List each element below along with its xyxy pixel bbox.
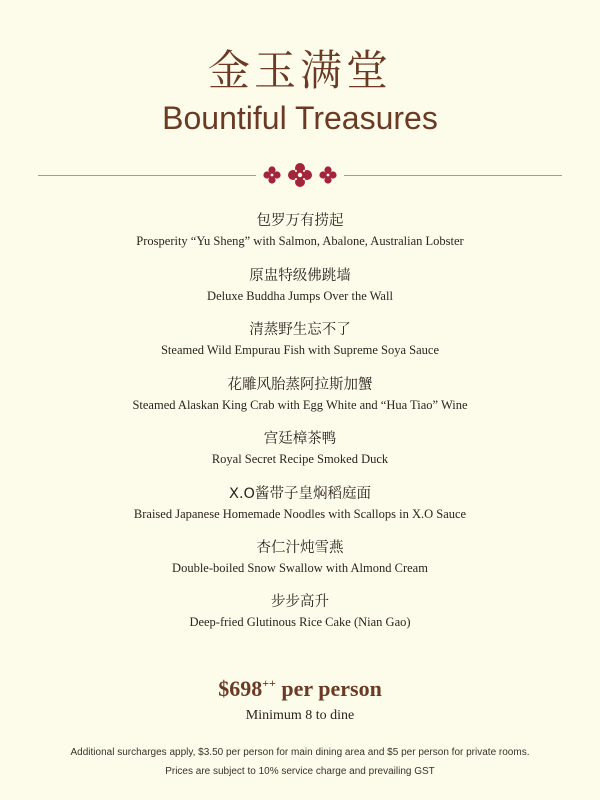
menu-item [0,593,600,630]
dish-name-chinese: 包罗万有捞起 [256,213,344,229]
dish-name-english: Prosperity “Yu Sheng” with Salmon, Abalone, Australian Lobster [136,234,464,248]
menu-item [0,539,600,576]
dish-name-english: Double-boiled Snow Swallow with Almond Cream [172,561,428,575]
title-english: Bountiful Treasures [162,100,438,136]
surcharge-note: Additional surcharges apply, $3.50 per person for main dining area and $5 per person for private rooms. [70,747,530,758]
divider-line-right [344,175,562,176]
menu-item [0,212,600,249]
menu-item [0,267,600,304]
floral-ornament-icon [262,162,338,188]
divider [38,162,562,188]
divider-line-left [38,175,256,176]
price-amount: $698 [218,676,263,701]
menu-item [0,376,600,413]
dish-name-chinese: X.O酱带子皇焖稻庭面 [229,486,371,502]
dish-name-english: Deep-fried Glutinous Rice Cake (Nian Gao) [189,615,411,629]
dish-name-chinese: 清蒸野生忘不了 [249,322,351,338]
dish-name-english: Braised Japanese Homemade Noodles with Scallops in X.O Sauce [133,507,467,521]
dish-name-chinese: 原盅特级佛跳墙 [249,268,351,284]
price-per: per person [275,676,382,701]
dish-name-chinese: 花雕风胎蒸阿拉斯加蟹 [227,377,373,393]
price-suffix: ++ [262,676,276,690]
menu-item [0,430,600,467]
menu-item [0,321,600,358]
dish-name-chinese: 宫廷樟茶鸭 [263,431,337,447]
dish-name-english: Deluxe Buddha Jumps Over the Wall [207,289,393,303]
title-chinese: 金玉满堂 [207,46,392,95]
dish-name-english: Royal Secret Recipe Smoked Duck [211,452,389,466]
dish-name-chinese: 杏仁汁炖雪燕 [256,540,344,556]
price [0,676,600,702]
dish-name-english: Steamed Alaskan King Crab with Egg White and “Hua Tiao” Wine [132,398,468,412]
minimum-diners: Minimum 8 to dine [245,708,355,723]
service-charge-note: Prices are subject to 10% service charge and prevailing GST [165,766,435,777]
dish-name-english: Steamed Wild Empurau Fish with Supreme Soya Sauce [160,343,440,357]
menu-item [0,485,600,522]
dish-name-chinese: 步步高升 [271,594,329,610]
